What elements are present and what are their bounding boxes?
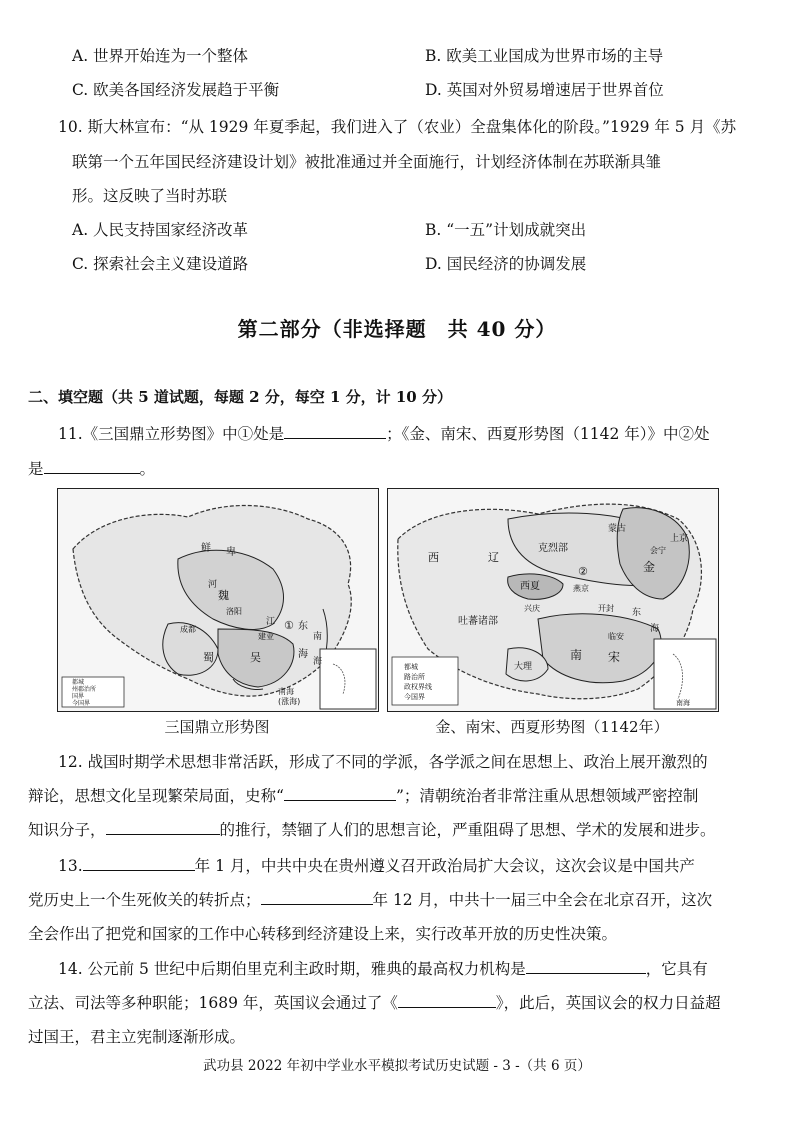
map-left-label: 鲜 [201, 543, 211, 554]
map-right-label: 兴庆 [524, 604, 540, 613]
map-right-label: 会宁 [650, 546, 666, 555]
map-left-label: 成都 [180, 625, 196, 634]
q9-option-d: D. 英国对外贸易增速居于世界首位 [425, 81, 664, 99]
map-left-label: 海 [298, 649, 308, 660]
q11-text-1: 11.《三国鼎立形势图》中①处是 [58, 425, 285, 443]
q13-line1 [58, 854, 695, 876]
q11-blank-1[interactable] [284, 424, 386, 439]
q10-stem-line1: 10. 斯大林宣布：“从 1929 年夏季起，我们进入了（农业）全盘集体化的阶段。”1929 年 5 月《苏 [58, 118, 737, 136]
q11-blank-2[interactable] [44, 459, 140, 474]
map-right-legend: 政权界线 [404, 683, 432, 691]
q10-option-c: C. 探索社会主义建设道路 [72, 255, 249, 273]
map-right-label: 大理 [514, 662, 533, 672]
map-left-label: 蜀 [203, 651, 214, 664]
three-kingdoms-map [57, 488, 379, 712]
q11-text-3: 是 [28, 460, 44, 478]
q10-option-a: A. 人民支持国家经济改革 [72, 221, 249, 239]
section-heading: 二、填空题（共 5 道试题，每题 2 分，每空 1 分，计 10 分） [28, 388, 452, 406]
map-right-label: 西夏 [520, 581, 540, 592]
q14-text-a: 14. 公元前 5 世纪中后期伯里克利主政时期，雅典的最高权力机构是 [58, 960, 526, 978]
q12-line3 [28, 818, 716, 840]
map-left-caption: 三国鼎立形势图 [164, 718, 270, 736]
q14-blank-2[interactable] [398, 993, 496, 1008]
q14-line2 [28, 991, 721, 1013]
q14-text-c: 立法、司法等多种职能；1689 年，英国议会通过了《 [28, 994, 398, 1012]
map-left-label: (涨海) [278, 697, 301, 706]
map-left-marker-1: ① [284, 619, 294, 632]
map-left-legend: 国界 [72, 693, 85, 700]
three-kingdoms-map-graphic [58, 489, 378, 711]
map-right-label: 燕京 [573, 584, 589, 593]
map-right-label: 蒙古 [608, 524, 627, 534]
q12-text-d: 的推行，禁锢了人们的思想言论，严重阻碍了思想、学术的发展和进步。 [219, 821, 716, 839]
q14-line3: 过国王，君主立宪制逐渐形成。 [28, 1028, 246, 1046]
q11-text-4: 。 [139, 460, 156, 478]
q13-text-c: 党历史上一个生死攸关的转折点； [28, 891, 261, 909]
q13-line2 [28, 888, 712, 910]
map-right-legend: 今国界 [404, 693, 425, 701]
map-left-legend: 都城 [72, 679, 85, 686]
map-right-label: 宋 [608, 650, 621, 664]
map-right-label: 临安 [608, 632, 624, 641]
map-right-label: 上京 [670, 534, 689, 544]
q13-blank-2[interactable] [261, 890, 373, 905]
q11-text-2: ；《金、南宋、西夏形势图（1142 年）》中②处 [386, 425, 710, 443]
map-right-label: 吐蕃诸部 [458, 616, 498, 627]
map-right-label: 克烈部 [538, 543, 568, 554]
map-left-label: 洛阳 [226, 607, 242, 616]
map-left-legend: 州郡治所 [72, 686, 97, 693]
q14-text-b: ，它具有 [645, 960, 708, 978]
q12-blank-1[interactable] [284, 786, 396, 801]
map-right-caption: 金、南宋、西夏形势图（1142年） [435, 718, 669, 736]
q14-text-d: 》，此后，英国议会的权力日益超 [495, 994, 721, 1012]
q10-option-b: B. “一五”计划成就突出 [425, 221, 587, 239]
map-right-label: 辽 [488, 551, 499, 564]
q13-line3: 全会作出了把党和国家的工作中心转移到经济建设上来，实行改革开放的历史性决策。 [28, 925, 618, 943]
map-right-marker-2: ② [578, 565, 588, 578]
map-left-label: 南 [313, 632, 323, 642]
map-right-label: 东 [632, 608, 642, 618]
q13-text-b: 年 1 月，中共中央在贵州遵义召开政治局扩大会议，这次会议是中国共产 [194, 857, 695, 875]
q11-line1 [58, 422, 710, 444]
map-left-label: 南海 [278, 687, 294, 696]
q13-blank-1[interactable] [83, 856, 195, 871]
q10-option-d: D. 国民经济的协调发展 [425, 255, 587, 273]
q12-line1: 12. 战国时期学术思想非常活跃，形成了不同的学派，各学派之间在思想上、政治上展开激烈的 [58, 753, 708, 771]
map-right-label: 海 [650, 624, 660, 634]
jin-song-xixia-map [387, 488, 719, 712]
q9-option-c: C. 欧美各国经济发展趋于平衡 [72, 81, 280, 99]
map-right-legend: 路治所 [404, 673, 425, 681]
map-right-label: 金 [643, 560, 656, 574]
q9-option-b: B. 欧美工业国成为世界市场的主导 [425, 47, 664, 65]
q12-line2 [28, 784, 698, 806]
map-left-label: 吴 [250, 651, 261, 664]
map-right-label: 南海 [676, 699, 690, 707]
q10-stem-line2: 联第一个五年国民经济建设计划》被批准通过并全面施行，计划经济体制在苏联渐具雏 [72, 153, 662, 171]
map-left-label: 江 [266, 617, 276, 627]
map-right-label: 西 [428, 551, 439, 564]
map-right-label: 南 [570, 648, 583, 662]
map-left-label: 卑 [226, 547, 236, 558]
map-right-legend: 都城 [404, 663, 418, 671]
map-left-label: 魏 [218, 589, 229, 602]
page-footer: 武功县 2022 年初中学业水平模拟考试历史试题 - 3 -（共 6 页） [203, 1058, 591, 1074]
q12-blank-2[interactable] [106, 820, 220, 835]
q13-text-a: 13. [58, 857, 83, 875]
jin-song-xixia-map-graphic [388, 489, 718, 711]
q12-text-a: 辩论，思想文化呈现繁荣局面，史称“ [28, 787, 284, 805]
map-left-label: 东 [298, 621, 308, 632]
q11-line2 [28, 457, 155, 479]
q14-blank-1[interactable] [526, 959, 646, 974]
map-left-label: 海 [313, 657, 323, 667]
map-right-label: 开封 [598, 604, 614, 613]
q12-text-b: ”；清朝统治者非常注重从思想领域严密控制 [395, 787, 699, 805]
q14-line1 [58, 957, 708, 979]
q12-text-c: 知识分子， [28, 821, 106, 839]
map-left-legend: 今国界 [72, 700, 91, 707]
q13-text-d: 年 12 月，中共十一届三中全会在北京召开，这次 [372, 891, 713, 909]
q10-stem-line3: 形。这反映了当时苏联 [72, 187, 228, 205]
q9-option-a: A. 世界开始连为一个整体 [72, 47, 249, 65]
part-two-title: 第二部分（非选择题 共 40 分） [237, 317, 557, 341]
map-left-label: 河 [208, 580, 218, 590]
map-left-label: 建业 [258, 632, 274, 641]
